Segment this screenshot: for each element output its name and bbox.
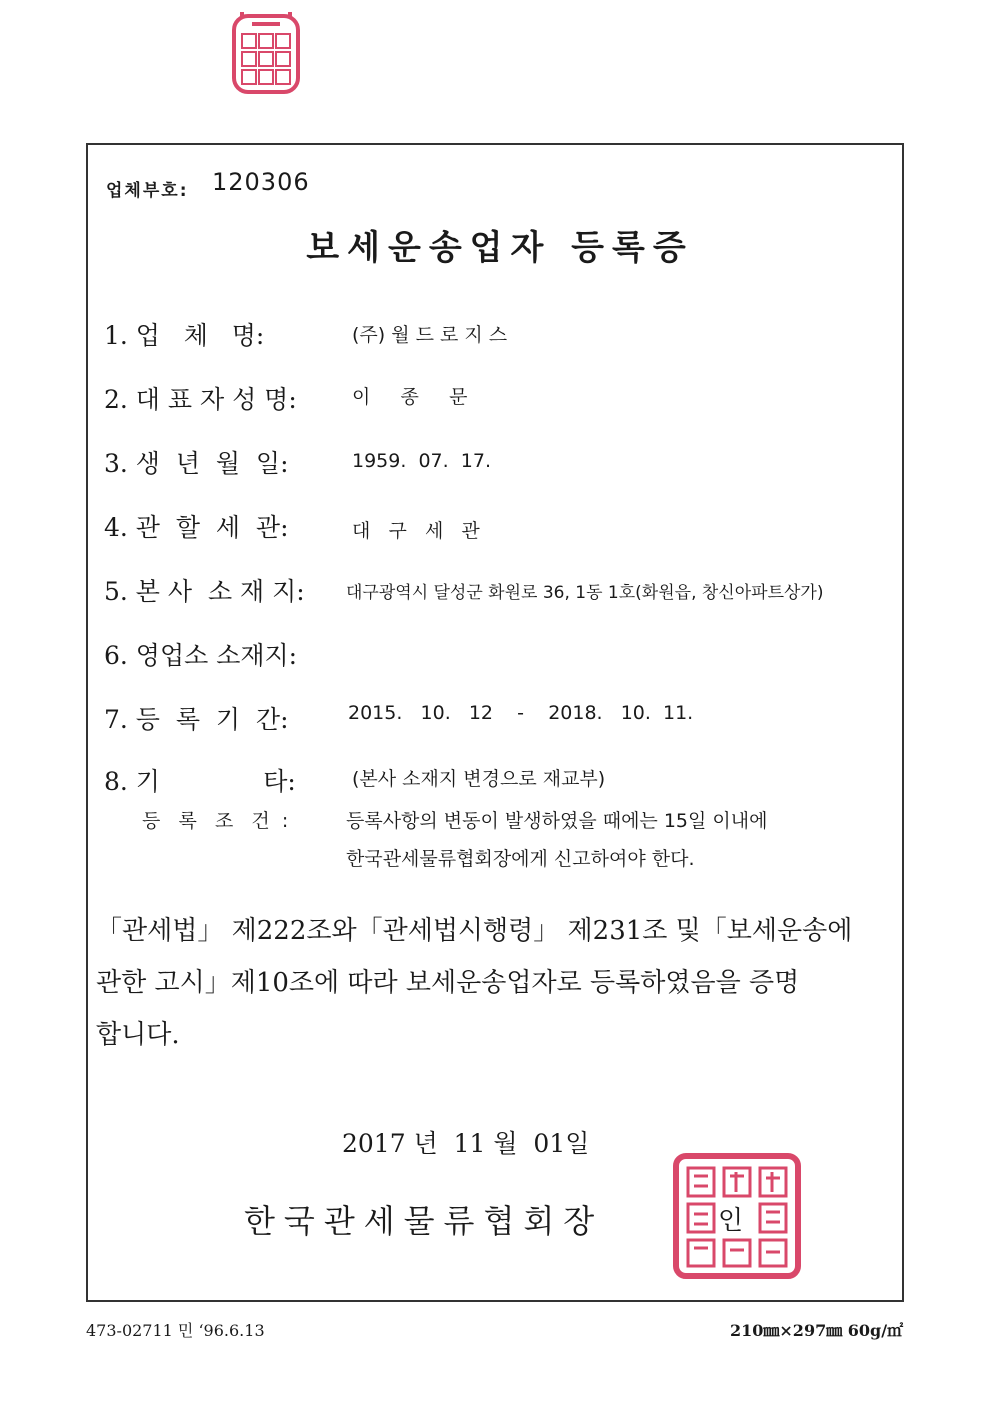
field-value-customs: 대 구 세 관 <box>352 520 480 542</box>
condition-label: 등 록 조 건 : <box>142 810 289 832</box>
condition-line-1: 등록사항의 변동이 발생하였을 때에는 15일 이내에 <box>346 810 768 832</box>
document-title: 보세운송업자 등록증 <box>306 228 694 268</box>
statement-line-3: 합니다. <box>96 1020 180 1050</box>
statement-line-2: 관한 고시」제10조에 따라 보세운송업자로 등록하였음을 증명 <box>96 968 800 998</box>
paper-spec: 210㎜×297㎜ 60g/㎡ <box>730 1321 904 1340</box>
field-label-period: 7. 등 록 기 간: <box>104 705 289 734</box>
field-value-birthdate: 1959. 07. 17. <box>352 450 491 472</box>
statement-line-1: 「관세법」 제222조와「관세법시행령」 제231조 및「보세운송에 <box>96 916 853 946</box>
issuer-name: 한국관세물류협회장 <box>244 1202 604 1240</box>
serial-label: 업체부호: <box>106 181 189 201</box>
field-value-representative: 이 종 문 <box>352 386 468 408</box>
field-label-company: 1. 업 체 명: <box>104 321 265 350</box>
field-label-representative: 2. 대 표 자 성 명: <box>104 385 297 414</box>
seal-character: 인 <box>718 1206 744 1236</box>
field-label-head-office: 5. 본 사 소 재 지: <box>104 577 305 606</box>
field-value-head-office: 대구광역시 달성군 화원로 36, 1동 1호(화원읍, 창신아파트상가) <box>346 583 824 603</box>
form-number: 473-02711 민 ‘96.6.13 <box>86 1321 265 1340</box>
field-label-other: 8. 기 타: <box>104 767 296 796</box>
condition-line-2: 한국관세물류협회장에게 신고하여야 한다. <box>346 848 695 870</box>
field-value-other: (본사 소재지 변경으로 재교부) <box>352 768 606 790</box>
serial-value: 120306 <box>212 168 310 196</box>
field-value-company: (주) 월 드 로 지 스 <box>352 324 508 346</box>
field-label-customs: 4. 관 할 세 관: <box>104 513 289 542</box>
field-label-branch-office: 6. 영업소 소재지: <box>104 641 298 670</box>
issue-date: 2017 년 11 월 01일 <box>342 1129 590 1158</box>
field-value-period: 2015. 10. 12 - 2018. 10. 11. <box>348 702 694 724</box>
field-label-birthdate: 3. 생 년 월 일: <box>104 449 289 478</box>
top-seal-icon <box>228 10 304 98</box>
